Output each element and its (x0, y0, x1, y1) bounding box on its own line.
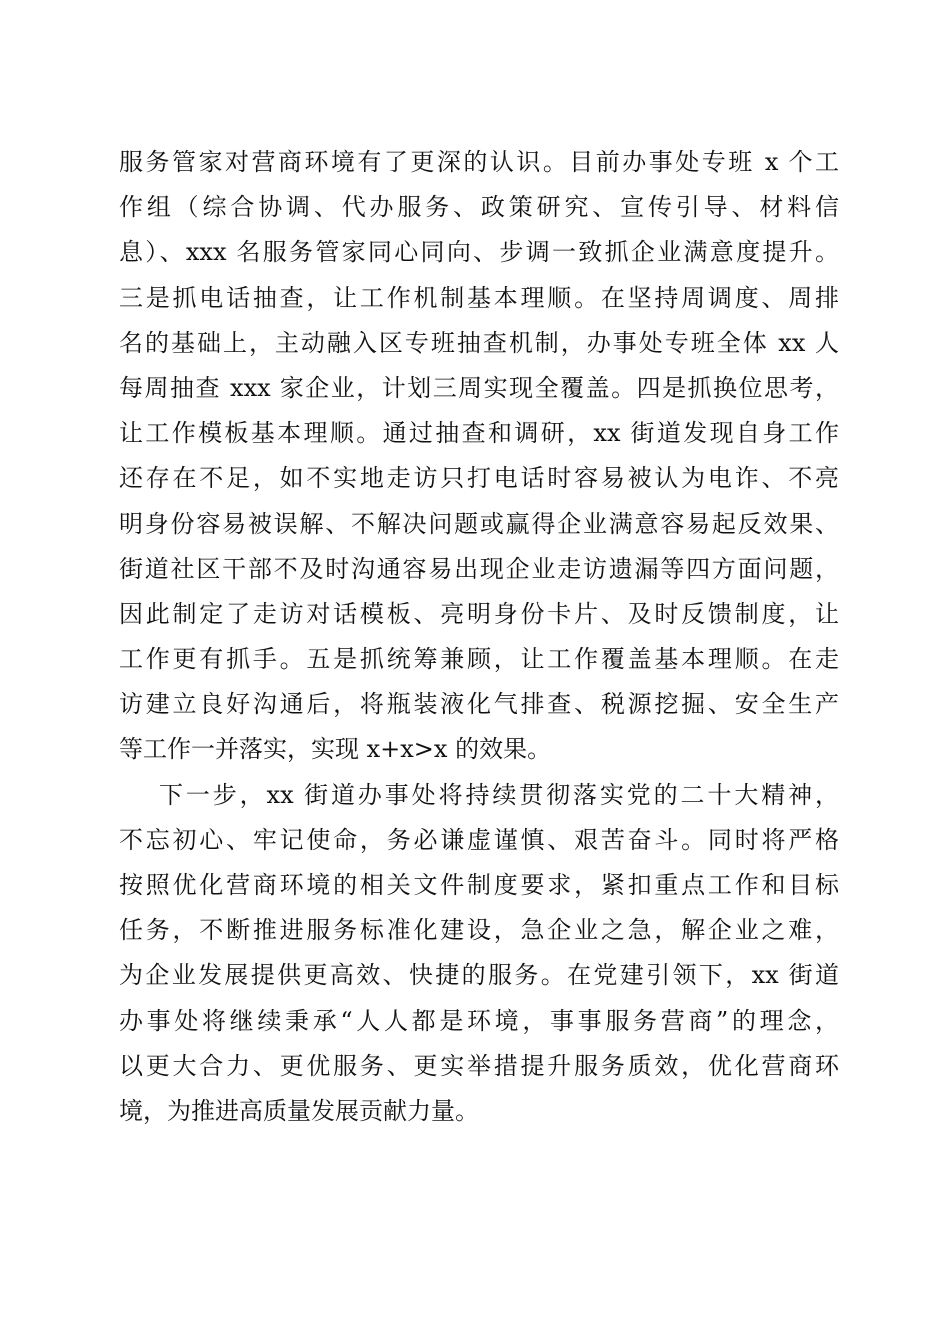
text-line: 明身份容易被误解、不解决问题或赢得企业满意容易起反效果、 (119, 509, 839, 538)
text-line: 让工作模板基本理顺。通过抽查和调研，xx 街道发现自身工作 (119, 419, 839, 448)
text-line: 服务管家对营商环境有了更深的认识。目前办事处专班 x 个工 (119, 148, 839, 176)
text-line: 息）、xxx 名服务管家同心同向、步调一致抓企业满意度提升。 (119, 238, 839, 267)
text-line: 三是抓电话抽查，让工作机制基本理顺。在坚持周调度、周排 (119, 283, 839, 312)
text-line: 工作更有抓手。五是抓统筹兼顾，让工作覆盖基本理顺。在走 (119, 645, 839, 674)
text-line: 境，为推进高质量发展贡献力量。 (119, 1096, 479, 1125)
text-line: 按照优化营商环境的相关文件制度要求，紧扣重点工作和目标 (119, 871, 839, 899)
text-line: 每周抽查 xxx 家企业，计划三周实现全覆盖。四是抓换位思考， (119, 373, 839, 402)
text-line: 以更大合力、更优服务、更实举措提升服务质效，优化营商环 (119, 1051, 839, 1080)
text-line: 为企业发展提供更高效、快捷的服务。在党建引领下，xx 街道 (119, 961, 839, 990)
text-line: 作组（综合协调、代办服务、政策研究、宣传引导、材料信 (119, 193, 839, 222)
text-line: 名的基础上，主动融入区专班抽查机制，办事处专班全体 xx 人 (119, 328, 839, 357)
paragraph-2 (119, 773, 839, 1135)
text-line: 办事处将继续秉承“人人都是环境，事事服务营商”的理念， (119, 1006, 839, 1035)
text-line: 因此制定了走访对话模板、亮明身份卡片、及时反馈制度，让 (119, 599, 839, 628)
text-line: 任务，不断推进服务标准化建设，急企业之急，解企业之难， (119, 916, 839, 945)
text-line: 不忘初心、牢记使命，务必谦虚谨慎、艰苦奋斗。同时将严格 (119, 825, 839, 854)
text-line: 下一步，xx 街道办事处将持续贯彻落实党的二十大精神， (159, 780, 839, 809)
document-body (119, 140, 839, 1134)
text-line: 等工作一并落实，实现 x+x>x 的效果。 (119, 735, 552, 764)
text-line: 街道社区干部不及时沟通容易出现企业走访遗漏等四方面问题， (119, 554, 839, 583)
text-line: 还存在不足，如不实地走访只打电话时容易被认为电诈、不亮 (119, 464, 839, 493)
text-line: 访建立良好沟通后，将瓶装液化气排查、税源挖掘、安全生产 (119, 690, 839, 719)
paragraph-1 (119, 140, 839, 773)
